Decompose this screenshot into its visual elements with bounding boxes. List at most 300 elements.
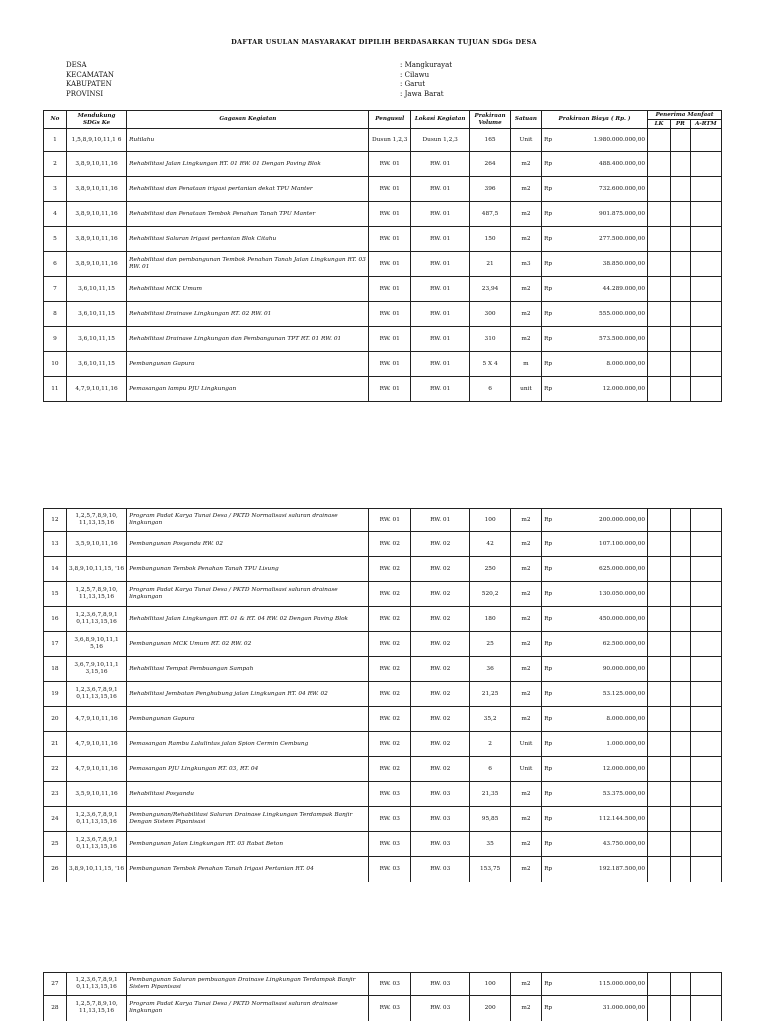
sdgs-targets: 3,8,9,10,11,15, '16 — [66, 857, 126, 882]
unit: m2 — [510, 509, 541, 532]
sdgs-targets: 1,2,3,6,7,8,9,1 0,11,13,15,16 — [66, 807, 126, 832]
beneficiary-pr — [670, 227, 690, 252]
activity-name: Pembangunan Gapura — [127, 707, 369, 732]
beneficiary-lk — [648, 509, 671, 532]
unit: m2 — [510, 607, 541, 632]
beneficiary-lk — [648, 557, 671, 582]
beneficiary-pr — [670, 682, 690, 707]
beneficiary-lk — [648, 377, 671, 402]
activity-name: Rehabilitasi Tempat Pembuangan Sampah — [127, 657, 369, 682]
beneficiary-artm — [690, 657, 721, 682]
activity-name: Pemasangan PJU Lingkungan RT. 03, RT. 04 — [127, 757, 369, 782]
proposer: RW. 01 — [369, 509, 411, 532]
header-lk: LK — [648, 120, 671, 129]
volume: 6 — [470, 757, 511, 782]
table-row — [44, 973, 722, 996]
currency: Rp — [542, 996, 562, 1021]
beneficiary-artm — [690, 996, 721, 1021]
table-row — [44, 632, 722, 657]
proposer: RW. 01 — [369, 152, 411, 177]
beneficiary-pr — [670, 129, 690, 152]
unit: m2 — [510, 832, 541, 857]
currency: Rp — [542, 632, 562, 657]
beneficiary-pr — [670, 782, 690, 807]
beneficiary-pr — [670, 973, 690, 996]
row-number: 19 — [44, 682, 67, 707]
activity-name: Pembangunan Tembok Penahan Tanah Irigasi Pertanian RT. 04 — [127, 857, 369, 882]
table-row — [44, 557, 722, 582]
beneficiary-artm — [690, 973, 721, 996]
proposer: Dusun 1,2,3 — [369, 129, 411, 152]
header-volume: Prakiraan Volume — [470, 111, 511, 129]
table-row — [44, 177, 722, 202]
currency: Rp — [542, 277, 562, 302]
unit: m2 — [510, 582, 541, 607]
cost-amount: 107.100.000,00 — [561, 532, 647, 557]
unit: m2 — [510, 302, 541, 327]
volume: 310 — [470, 327, 511, 352]
header-biaya: Prakiraan Biaya ( Rp. ) — [542, 111, 648, 129]
cost-amount: 90.000.000,00 — [561, 657, 647, 682]
sdgs-targets: 3,8,9,10,11,16 — [66, 202, 126, 227]
beneficiary-artm — [690, 152, 721, 177]
beneficiary-artm — [690, 632, 721, 657]
proposer: RW. 02 — [369, 607, 411, 632]
volume: 21,35 — [470, 782, 511, 807]
beneficiary-pr — [670, 177, 690, 202]
activity-name: Rehabilitasi Drainase Lingkungan RT. 02 RW. 01 — [127, 302, 369, 327]
activity-name: Pemasangan Rambu Lalulintas jalan Spion Cermin Cembung — [127, 732, 369, 757]
proposer: RW. 03 — [369, 832, 411, 857]
proposer: RW. 01 — [369, 202, 411, 227]
row-number: 17 — [44, 632, 67, 657]
unit: Unit — [510, 129, 541, 152]
beneficiary-pr — [670, 509, 690, 532]
proposal-table-page-1 — [43, 110, 722, 402]
sdgs-targets: 4,7,9,10,11,16 — [66, 757, 126, 782]
beneficiary-lk — [648, 757, 671, 782]
row-number: 2 — [44, 152, 67, 177]
beneficiary-lk — [648, 973, 671, 996]
beneficiary-pr — [670, 252, 690, 277]
beneficiary-lk — [648, 202, 671, 227]
beneficiary-lk — [648, 277, 671, 302]
table-row — [44, 227, 722, 252]
beneficiary-pr — [670, 582, 690, 607]
volume: 180 — [470, 607, 511, 632]
table-row — [44, 782, 722, 807]
cost-amount: 8.000.000,00 — [561, 352, 647, 377]
volume: 300 — [470, 302, 511, 327]
row-number: 14 — [44, 557, 67, 582]
activity-name: Rehabilitasi Saluran Irigasi pertanian Blok Citahu — [127, 227, 369, 252]
volume: 36 — [470, 657, 511, 682]
beneficiary-lk — [648, 252, 671, 277]
beneficiary-artm — [690, 177, 721, 202]
sdgs-targets: 1,5,8,9,10,11,1 6 — [66, 129, 126, 152]
activity-name: Rehabilitasi dan Penataan irigasi pertanian dekat TPU Manter — [127, 177, 369, 202]
table-row — [44, 202, 722, 227]
meta-value-kecamatan: : Cilawu — [400, 70, 430, 79]
volume: 25 — [470, 632, 511, 657]
volume: 520,2 — [470, 582, 511, 607]
sdgs-targets: 4,7,9,10,11,16 — [66, 707, 126, 732]
cost-amount: 8.000.000,00 — [561, 707, 647, 732]
beneficiary-artm — [690, 582, 721, 607]
location: RW. 02 — [411, 582, 470, 607]
row-number: 28 — [44, 996, 67, 1021]
sdgs-targets: 3,8,9,10,11,16 — [66, 152, 126, 177]
cost-amount: 53.125.000,00 — [561, 682, 647, 707]
beneficiary-pr — [670, 202, 690, 227]
volume: 250 — [470, 557, 511, 582]
currency: Rp — [542, 732, 562, 757]
beneficiary-artm — [690, 707, 721, 732]
table-row — [44, 277, 722, 302]
location: RW. 01 — [411, 177, 470, 202]
table-row — [44, 996, 722, 1021]
volume: 6 — [470, 377, 511, 402]
beneficiary-lk — [648, 532, 671, 557]
activity-name: Rehabilitasi dan Penataan Tembok Penahan Tanah TPU Manter — [127, 202, 369, 227]
activity-name: Rehabilitasi Jembatan Penghubung jalan Lingkungan RT. 04 RW. 02 — [127, 682, 369, 707]
volume: 396 — [470, 177, 511, 202]
beneficiary-artm — [690, 607, 721, 632]
location: RW. 01 — [411, 509, 470, 532]
row-number: 11 — [44, 377, 67, 402]
row-number: 24 — [44, 807, 67, 832]
proposer: RW. 03 — [369, 807, 411, 832]
unit: m2 — [510, 327, 541, 352]
row-number: 18 — [44, 657, 67, 682]
beneficiary-pr — [670, 352, 690, 377]
sdgs-targets: 1,2,5,7,8,9,10, 11,13,15,16 — [66, 996, 126, 1021]
proposer: RW. 02 — [369, 657, 411, 682]
beneficiary-artm — [690, 832, 721, 857]
meta-value-provinsi: : Jawa Barat — [400, 89, 444, 98]
unit: m3 — [510, 252, 541, 277]
sdgs-targets: 1,2,3,6,7,8,9,1 0,11,13,15,16 — [66, 973, 126, 996]
header-pengusul: Pengusul — [369, 111, 411, 129]
beneficiary-artm — [690, 857, 721, 882]
table-row — [44, 509, 722, 532]
row-number: 25 — [44, 832, 67, 857]
table-row — [44, 732, 722, 757]
location: RW. 01 — [411, 302, 470, 327]
beneficiary-pr — [670, 607, 690, 632]
meta-values — [400, 61, 452, 99]
sdgs-targets: 3,8,9,10,11,16 — [66, 227, 126, 252]
meta-label-provinsi: PROVINSI — [66, 89, 104, 98]
beneficiary-pr — [670, 377, 690, 402]
sdgs-targets: 3,8,9,10,11,15, '16 — [66, 557, 126, 582]
location: RW. 03 — [411, 973, 470, 996]
currency: Rp — [542, 657, 562, 682]
meta-value-kabupaten: : Garut — [400, 80, 426, 88]
table-row — [44, 152, 722, 177]
proposer: RW. 01 — [369, 377, 411, 402]
beneficiary-lk — [648, 177, 671, 202]
beneficiary-artm — [690, 377, 721, 402]
beneficiary-lk — [648, 607, 671, 632]
beneficiary-pr — [670, 277, 690, 302]
cost-amount: 200.000.000,00 — [561, 509, 647, 532]
activity-name: Pembangunan MCK Umum RT. 02 RW. 02 — [127, 632, 369, 657]
beneficiary-artm — [690, 327, 721, 352]
beneficiary-pr — [670, 857, 690, 882]
table-row — [44, 707, 722, 732]
volume: 264 — [470, 152, 511, 177]
row-number: 16 — [44, 607, 67, 632]
header-penerima: Penerima Manfaat — [648, 111, 722, 120]
proposer: RW. 01 — [369, 252, 411, 277]
beneficiary-artm — [690, 277, 721, 302]
volume: 35,2 — [470, 707, 511, 732]
currency: Rp — [542, 227, 562, 252]
beneficiary-lk — [648, 129, 671, 152]
sdgs-targets: 3,6,10,11,15 — [66, 327, 126, 352]
currency: Rp — [542, 252, 562, 277]
cost-amount: 732.600.000,00 — [561, 177, 647, 202]
table-row — [44, 252, 722, 277]
location: Dusun 1,2,3 — [411, 129, 470, 152]
table-row — [44, 807, 722, 832]
row-number: 5 — [44, 227, 67, 252]
proposer: RW. 02 — [369, 532, 411, 557]
volume: 100 — [470, 973, 511, 996]
beneficiary-artm — [690, 352, 721, 377]
beneficiary-lk — [648, 632, 671, 657]
header-artm: A-RTM — [690, 120, 721, 129]
row-number: 9 — [44, 327, 67, 352]
unit: m2 — [510, 202, 541, 227]
header-no: No — [44, 111, 67, 129]
table-row — [44, 327, 722, 352]
unit: m2 — [510, 707, 541, 732]
location: RW. 02 — [411, 532, 470, 557]
table-row — [44, 682, 722, 707]
location: RW. 02 — [411, 607, 470, 632]
row-number: 7 — [44, 277, 67, 302]
volume: 23,94 — [470, 277, 511, 302]
header-lokasi: Lokasi Kegiatan — [411, 111, 470, 129]
sdgs-targets: 4,7,9,10,11,16 — [66, 732, 126, 757]
sdgs-targets: 1,2,3,6,7,8,9,1 0,11,13,15,16 — [66, 682, 126, 707]
cost-amount: 12.000.000,00 — [561, 377, 647, 402]
row-number: 13 — [44, 532, 67, 557]
beneficiary-artm — [690, 532, 721, 557]
currency: Rp — [542, 327, 562, 352]
beneficiary-lk — [648, 227, 671, 252]
location: RW. 01 — [411, 252, 470, 277]
location: RW. 01 — [411, 202, 470, 227]
cost-amount: 488.400.000,00 — [561, 152, 647, 177]
cost-amount: 1.980.000.000,00 — [561, 129, 647, 152]
beneficiary-pr — [670, 152, 690, 177]
cost-amount: 44.289.000,00 — [561, 277, 647, 302]
cost-amount: 53.375.000,00 — [561, 782, 647, 807]
meta-label-desa: DESA — [66, 61, 87, 69]
beneficiary-pr — [670, 757, 690, 782]
currency: Rp — [542, 757, 562, 782]
sdgs-targets: 3,8,9,10,11,16 — [66, 177, 126, 202]
unit: Unit — [510, 732, 541, 757]
beneficiary-artm — [690, 252, 721, 277]
beneficiary-artm — [690, 682, 721, 707]
beneficiary-artm — [690, 782, 721, 807]
cost-amount: 130.050.000,00 — [561, 582, 647, 607]
proposer: RW. 01 — [369, 302, 411, 327]
row-number: 4 — [44, 202, 67, 227]
header-sdgs: Mendukung SDGs Ke — [66, 111, 126, 129]
volume: 21 — [470, 252, 511, 277]
header-pr: PR — [670, 120, 690, 129]
beneficiary-lk — [648, 707, 671, 732]
beneficiary-artm — [690, 227, 721, 252]
beneficiary-pr — [670, 996, 690, 1021]
volume: 95,85 — [470, 807, 511, 832]
currency: Rp — [542, 557, 562, 582]
beneficiary-artm — [690, 732, 721, 757]
beneficiary-pr — [670, 657, 690, 682]
currency: Rp — [542, 857, 562, 882]
location: RW. 02 — [411, 657, 470, 682]
activity-name: Rehabilitasi Jalan Lingkungan RT. 01 RW. 01 Dengan Paving Blok — [127, 152, 369, 177]
location: RW. 01 — [411, 377, 470, 402]
currency: Rp — [542, 782, 562, 807]
beneficiary-lk — [648, 152, 671, 177]
cost-amount: 555.000.000,00 — [561, 302, 647, 327]
row-number: 26 — [44, 857, 67, 882]
currency: Rp — [542, 807, 562, 832]
row-number: 12 — [44, 509, 67, 532]
unit: m2 — [510, 857, 541, 882]
currency: Rp — [542, 509, 562, 532]
document-title: DAFTAR USULAN MASYARAKAT DIPILIH BERDASARKAN TUJUAN SDGs DESA — [231, 38, 537, 46]
cost-amount: 31.000.000,00 — [561, 996, 647, 1021]
beneficiary-artm — [690, 302, 721, 327]
proposer: RW. 01 — [369, 352, 411, 377]
activity-name: Pembangunan Posyandu RW. 02 — [127, 532, 369, 557]
unit: m2 — [510, 532, 541, 557]
row-number: 21 — [44, 732, 67, 757]
unit: m2 — [510, 227, 541, 252]
beneficiary-lk — [648, 832, 671, 857]
currency: Rp — [542, 607, 562, 632]
unit: m2 — [510, 152, 541, 177]
table-row — [44, 129, 722, 152]
beneficiary-pr — [670, 302, 690, 327]
currency: Rp — [542, 302, 562, 327]
sdgs-targets: 3,6,7,9,10,11,1 3,15,16 — [66, 657, 126, 682]
row-number: 8 — [44, 302, 67, 327]
table-row — [44, 532, 722, 557]
unit: m2 — [510, 632, 541, 657]
activity-name: Program Padat Karya Tunai Desa / PKTD Normalisasi saluran drainase lingkungan — [127, 996, 369, 1021]
beneficiary-artm — [690, 129, 721, 152]
table-row — [44, 757, 722, 782]
header-kegiatan: Gagasan Kegiatan — [127, 111, 369, 129]
row-number: 6 — [44, 252, 67, 277]
sdgs-targets: 3,5,9,10,11,16 — [66, 532, 126, 557]
activity-name: Program Padat Karya Tunai Desa / PKTD Normalisasi saluran drainase lingkungan — [127, 582, 369, 607]
meta-label-kecamatan: KECAMATAN — [66, 70, 115, 79]
currency: Rp — [542, 973, 562, 996]
table-body-2 — [44, 509, 722, 882]
header-satuan: Satuan — [510, 111, 541, 129]
currency: Rp — [542, 707, 562, 732]
volume: 5 X 4 — [470, 352, 511, 377]
sdgs-targets: 3,6,10,11,15 — [66, 277, 126, 302]
location: RW. 03 — [411, 996, 470, 1021]
cost-amount: 112.144.500,00 — [561, 807, 647, 832]
row-number: 20 — [44, 707, 67, 732]
activity-name: Rehabilitasi MCK Umum — [127, 277, 369, 302]
beneficiary-lk — [648, 996, 671, 1021]
cost-amount: 625.000.000,00 — [561, 557, 647, 582]
cost-amount: 12.000.000,00 — [561, 757, 647, 782]
currency: Rp — [542, 377, 562, 402]
table-row — [44, 832, 722, 857]
proposer: RW. 02 — [369, 632, 411, 657]
activity-name: Pembangunan Saluran pembuangan Drainase Lingkungan Terdampak Banjir Sistem Pipanisasi — [127, 973, 369, 996]
row-number: 3 — [44, 177, 67, 202]
unit: Unit — [510, 757, 541, 782]
sdgs-targets: 1,2,3,6,7,8,9,1 0,11,13,15,16 — [66, 832, 126, 857]
location: RW. 01 — [411, 152, 470, 177]
row-number: 27 — [44, 973, 67, 996]
location: RW. 01 — [411, 327, 470, 352]
beneficiary-artm — [690, 557, 721, 582]
location: RW. 02 — [411, 632, 470, 657]
volume: 200 — [470, 996, 511, 1021]
proposal-table-page-3 — [43, 972, 722, 1021]
proposer: RW. 01 — [369, 327, 411, 352]
currency: Rp — [542, 832, 562, 857]
currency: Rp — [542, 129, 562, 152]
table-row — [44, 302, 722, 327]
sdgs-targets: 4,7,9,10,11,16 — [66, 377, 126, 402]
beneficiary-lk — [648, 807, 671, 832]
location: RW. 02 — [411, 757, 470, 782]
proposer: RW. 03 — [369, 996, 411, 1021]
row-number: 10 — [44, 352, 67, 377]
activity-name: Rehabilitasi Drainase Lingkungan dan Pembangunan TPT RT. 01 RW. 01 — [127, 327, 369, 352]
proposer: RW. 02 — [369, 707, 411, 732]
sdgs-targets: 3,6,8,9,10,11,1 5,16 — [66, 632, 126, 657]
beneficiary-pr — [670, 327, 690, 352]
beneficiary-lk — [648, 657, 671, 682]
beneficiary-pr — [670, 807, 690, 832]
currency: Rp — [542, 352, 562, 377]
beneficiary-lk — [648, 857, 671, 882]
sdgs-targets: 3,6,10,11,15 — [66, 352, 126, 377]
beneficiary-pr — [670, 707, 690, 732]
meta-labels — [66, 61, 114, 99]
activity-name: Pembangunan Tembok Penahan Tanah TPU Lisung — [127, 557, 369, 582]
beneficiary-pr — [670, 532, 690, 557]
location: RW. 01 — [411, 352, 470, 377]
activity-name: Program Padat Karya Tunai Desa / PKTD Normalisasi saluran drainase lingkungan — [127, 509, 369, 532]
beneficiary-pr — [670, 557, 690, 582]
unit: m2 — [510, 996, 541, 1021]
cost-amount: 43.750.000,00 — [561, 832, 647, 857]
proposer: RW. 02 — [369, 582, 411, 607]
activity-name: Pembangunan/Rehabilitasi Saluran Drainase Lingkungan Terdampak Banjir Dengan Sistem Pipanisasi — [127, 807, 369, 832]
cost-amount: 38.850.000,00 — [561, 252, 647, 277]
row-number: 1 — [44, 129, 67, 152]
cost-amount: 62.500.000,00 — [561, 632, 647, 657]
